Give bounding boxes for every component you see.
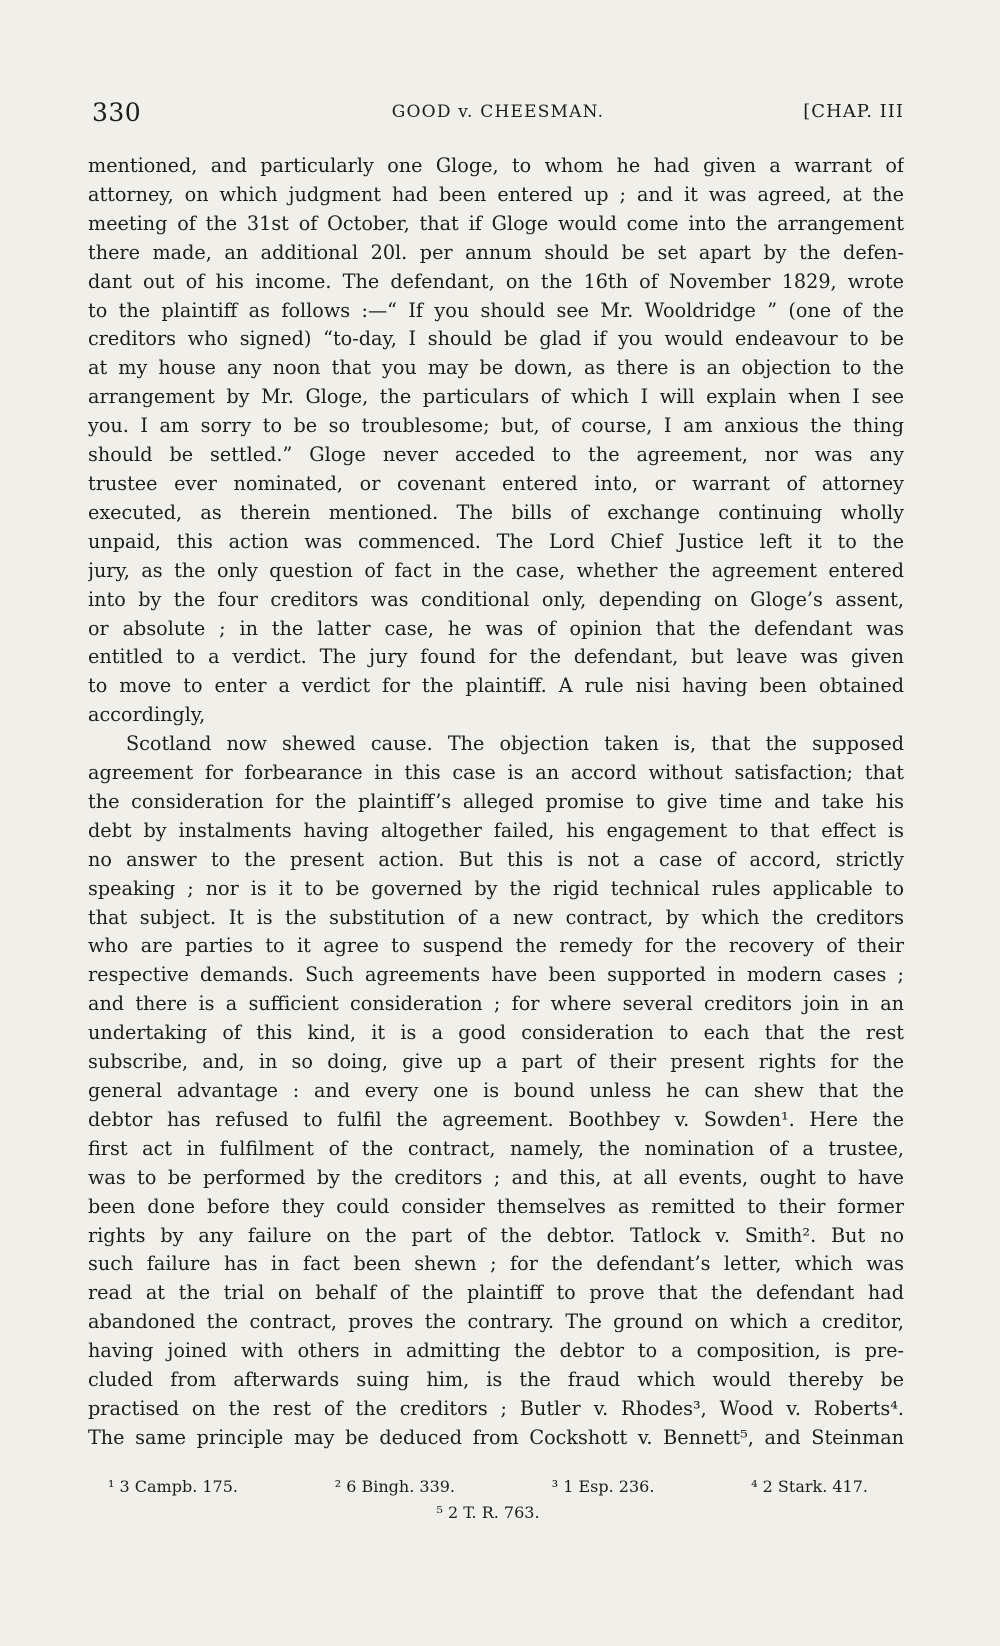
text-line: you. I am sorry to be so troublesome; but, of course, I am anxious the thing <box>88 414 904 438</box>
text-line: unpaid, this action was commenced. The Lord Chief Justice left it to the <box>88 529 904 553</box>
text-line: respective demands. Such agreements have been supported in modern cases ; <box>88 963 904 987</box>
text-line: rights by any failure on the part of the debtor. Tatlock v. Smith². But no <box>88 1223 904 1247</box>
text-line: into by the four creditors was conditional only, depending on Gloge’s assent, <box>88 587 904 611</box>
text-line: there made, an additional 20l. per annum should be set apart by the defen- <box>88 240 904 264</box>
text-line: been done before they could consider themselves as remitted to their former <box>88 1194 904 1218</box>
text-line: meeting of the 31st of October, that if Gloge would come into the arrangement <box>88 211 904 235</box>
text-line: The same principle may be deduced from Cockshott v. Bennett⁵, and Steinman <box>88 1425 904 1449</box>
footnote-row <box>108 1474 868 1500</box>
text-line: undertaking of this kind, it is a good consideration to each that the rest <box>88 1021 904 1045</box>
text-line: arrangement by Mr. Gloge, the particulars of which I will explain when I see <box>88 385 904 409</box>
text-line: the consideration for the plaintiff’s alleged promise to give time and take his <box>88 789 904 813</box>
text-line: dant out of his income. The defendant, on the 16th of November 1829, wrote <box>88 269 904 293</box>
text-line: Scotland now shewed cause. The objection taken is, that the supposed <box>126 732 904 756</box>
footnotes <box>108 1474 908 1526</box>
text-line: entitled to a verdict. The jury found for the defendant, but leave was given <box>88 645 904 669</box>
text-line: attorney, on which judgment had been entered up ; and it was agreed, at the <box>88 182 904 206</box>
text-line: subscribe, and, in so doing, give up a part of their present rights for the <box>88 1050 904 1074</box>
chapter-label: [CHAP. III <box>803 101 904 122</box>
text-line: to move to enter a verdict for the plaintiff. A rule nisi having been obtained <box>88 674 904 698</box>
text-line: who are parties to it agree to suspend the remedy for the recovery of their <box>88 934 904 958</box>
text-line: read at the trial on behalf of the plaintiff to prove that the defendant had <box>88 1281 904 1305</box>
page-header <box>92 98 904 134</box>
footnote-5: ⁵ 2 T. R. 763. <box>436 1503 540 1522</box>
body-text <box>88 152 904 1453</box>
running-title: GOOD v. CHEESMAN. <box>391 102 605 122</box>
text-line: that subject. It is the substitution of a new contract, by which the creditors <box>88 905 904 929</box>
text-line: no answer to the present action. But this is not a case of accord, strictly <box>88 847 904 871</box>
text-line: mentioned, and particularly one Gloge, to whom he had given a warrant of <box>88 154 904 177</box>
text-line: having joined with others in admitting the debtor to a composition, is pre- <box>88 1339 904 1363</box>
text-line: debt by instalments having altogether failed, his engagement to that effect is <box>88 818 904 842</box>
text-line: and there is a sufficient consideration ; for where several creditors join in an <box>88 992 904 1016</box>
text-line: to the plaintiff as follows :—“ If you should see Mr. Wooldridge ” (one of the <box>88 298 904 322</box>
text-line: accordingly, <box>88 703 206 727</box>
text-line: first act in fulfilment of the contract, namely, the nomination of a trustee, <box>88 1136 904 1160</box>
page-number: 330 <box>92 98 142 127</box>
footnote-1: ¹ 3 Campb. 175. <box>108 1477 238 1496</box>
text-line: general advantage : and every one is bound unless he can shew that the <box>88 1079 904 1102</box>
text-line: executed, as therein mentioned. The bills of exchange continuing wholly <box>88 500 904 524</box>
text-line: should be settled.” Gloge never acceded to the agreement, nor was any <box>88 443 904 467</box>
text-line: cluded from afterwards suing him, is the fraud which would thereby be <box>88 1368 904 1392</box>
text-line: jury, as the only question of fact in the case, whether the agreement entered <box>88 558 904 582</box>
text-line: was to be performed by the creditors ; and this, at all events, ought to have <box>88 1165 904 1189</box>
text-line: trustee ever nominated, or covenant entered into, or warrant of attorney <box>88 471 904 495</box>
footnote-2: ² 6 Bingh. 339. <box>334 1477 456 1496</box>
text-line: abandoned the contract, proves the contrary. The ground on which a creditor, <box>88 1310 904 1334</box>
text-line: such failure has in fact been shewn ; for the defendant’s letter, which was <box>88 1252 904 1276</box>
text-line: debtor has refused to fulfil the agreement. Boothbey v. Sowden¹. Here the <box>88 1107 904 1131</box>
text-line: agreement for forbearance in this case is an accord without satisfaction; that <box>88 761 904 785</box>
text-line: at my house any noon that you may be down, as there is an objection to the <box>88 356 904 380</box>
text-line: speaking ; nor is it to be governed by the rigid technical rules applicable to <box>88 876 904 900</box>
footnote-4: ⁴ 2 Stark. 417. <box>751 1477 868 1496</box>
footnote-3: ³ 1 Esp. 236. <box>551 1477 655 1496</box>
text-line: practised on the rest of the creditors ; Butler v. Rhodes³, Wood v. Roberts⁴. <box>88 1396 904 1420</box>
text-line: or absolute ; in the latter case, he was of opinion that the defendant was <box>88 616 904 640</box>
text-line: creditors who signed) “to-day, I should be glad if you would endeavour to be <box>88 327 904 351</box>
